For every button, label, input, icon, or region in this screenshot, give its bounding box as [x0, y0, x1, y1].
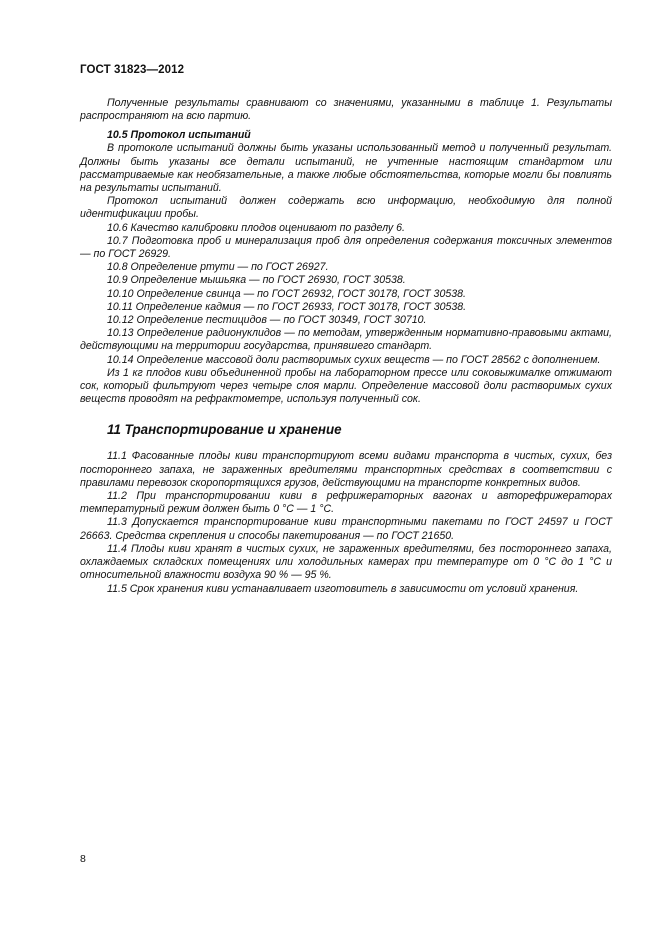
page-number: 8	[80, 853, 86, 865]
protocol-paragraph-1: В протоколе испытаний должны быть указаны использованный метод и полученный результат. Должны быть указаны все детали испытаний, не учтенные настоящим стандартом или рассматриваемые как необязательные, а также любые обстоятельства, которые могли бы повлиять на результаты испытаний.	[80, 142, 612, 195]
section-10-5-heading: 10.5 Протокол испытаний	[107, 129, 251, 142]
document-body	[80, 97, 612, 596]
clause-10-12: 10.12 Определение пестицидов — по ГОСТ 30349, ГОСТ 30710.	[107, 314, 427, 327]
clause-10-7: 10.7 Подготовка проб и минерализация проб для определения содержания токсичных элементов — по ГОСТ 26929.	[80, 234, 612, 261]
clause-11-3: 11.3 Допускается транспортирование киви транспортными пакетами по ГОСТ 24597 и ГОСТ 26663. Средства скрепления и способы пакетирования — по ГОСТ 21650.	[80, 516, 612, 542]
clause-10-11: 10.11 Определение кадмия — по ГОСТ 26933, ГОСТ 30178, ГОСТ 30538.	[107, 300, 467, 313]
clause-10-13: 10.13 Определение радионуклидов — по методам, утвержденным нормативно-правовыми актами, действующими на территории государства, принявшего стандарт.	[80, 327, 612, 353]
clause-11-1: 11.1 Фасованные плоды киви транспортируют всеми видами транспорта в чистых, сухих, без постороннего запаха, не зараженных вредителями транспортных средствах в соответствии с правилами перевозок скоропортящихся грузов, действующими на транспорте конкретных видов.	[80, 450, 612, 489]
clause-10-9: 10.9 Определение мышьяка — по ГОСТ 26930, ГОСТ 30538.	[107, 274, 406, 287]
clause-10-6: 10.6 Качество калибровки плодов оценивают по разделу 6.	[107, 221, 405, 234]
section-11-heading: 11 Транспортирование и хранение	[107, 422, 342, 438]
results-paragraph: Полученные результаты сравнивают со значениями, указанными в таблице 1. Результаты распространяют на всю партию.	[80, 97, 612, 123]
clause-11-2: 11.2 При транспортировании киви в рефрижераторных вагонах и авторефрижераторах температурный режим должен быть 0 °С — 1 °С.	[80, 490, 612, 516]
document-header: ГОСТ 31823—2012	[80, 64, 185, 76]
clause-10-10: 10.10 Определение свинца — по ГОСТ 26932, ГОСТ 30178, ГОСТ 30538.	[107, 287, 466, 300]
clause-10-8: 10.8 Определение ртути — по ГОСТ 26927.	[107, 261, 329, 274]
juice-paragraph: Из 1 кг плодов киви объединенной пробы на лабораторном прессе или соковыжималке отжимают сок, который фильтруют через четыре слоя марли. Определение массовой доли растворимых сухих веществ проводят на рефрактометре, используя полученный сок.	[80, 366, 612, 406]
clause-11-5: 11.5 Срок хранения киви устанавливает изготовитель в зависимости от условий хранения.	[107, 582, 579, 595]
protocol-paragraph-2: Протокол испытаний должен содержать всю информацию, необходимую для полной идентификации пробы.	[80, 195, 612, 221]
clause-11-4: 11.4 Плоды киви хранят в чистых сухих, не зараженных вредителями, без постороннего запаха, охлаждаемых складских помещениях или холодильных камерах при температуре от 0 °С до 1 °С и относительной влажности воздуха 90 % — 95 %.	[80, 542, 612, 582]
clause-10-14: 10.14 Определение массовой доли растворимых сухих веществ — по ГОСТ 28562 с дополнением.	[107, 353, 601, 366]
